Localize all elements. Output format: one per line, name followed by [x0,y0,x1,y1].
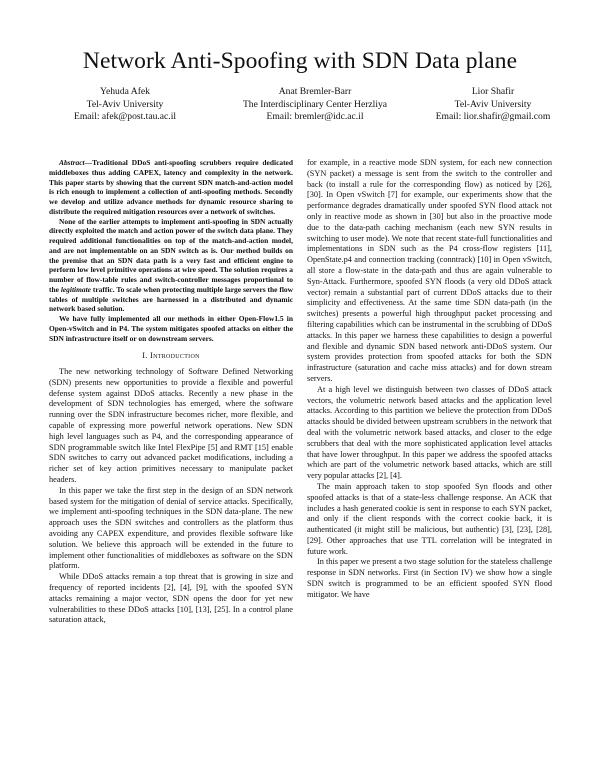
body-paragraph: While DDoS attacks remain a top threat that is growing in size and frequency of reported incidents [2], [4], [9], with the spoofed SYN attacks remaining a major vector, SDN opens the door for yet new vulnerabilities to these DDoS attacks [10], [13], [25]. In a control plane saturation attack, [49,572,293,625]
author-affiliation: Tel-Aviv University [454,98,532,110]
section-number: I. [142,351,148,361]
body-paragraph: The new networking technology of Software Defined Networking (SDN) presents new opportunities to provide a flexible and powerful defense system against DDoS attacks. Recently a new phase in the development of SDN technologies has emerged, where the software running over the SDN infrastructure becomes richer, more flexible, and capable of expressing more powerful network operations. New SDN high level languages such as P4, and the corresponding appearance of SDN programmable switch like Intel FlexPipe [5] and RMT [15] enable SDN switches to carry out advanced packet modifications, including a richer set of key action primitives necessary to manipulate packet headers. [49,367,293,485]
body-paragraph: In this paper we present a two stage solution for the stateless challenge response in SDN networks. First (in Section IV) we show how a single SDN switch is programmed to be an efficient spoofed SYN flood mitigator. We have [307,557,553,599]
abstract-paragraph [49,217,293,315]
abstract-text: Traditional DDoS anti-spoofing scrubbers require dedicated middleboxes thus adding CAPEX, latency and complexity in the network. This paper starts by showing that the current SDN match-and-action model is rich enough to implement a collection of anti-spoofing methods. Secondly we develop and utilize advance methods for dynamic resource sharing to distribute the required mitigation resources over a network of switches. [49,158,293,216]
author-affiliation: Tel-Aviv University [86,98,164,110]
body-paragraph: At a high level we distinguish between two classes of DDoS attack vectors, the volumetric network based attacks and the application level attacks. According to this partition we believe the protection from DDoS attacks should be divided between upstream scrubbers in the network that deal with the volumetric network based attacks, and closer to the edge scrubbers that deal with the more sophisticated application level attacks that have lower throughput. In this paper we address the spoofed attacks which are part of the volumetric network based attacks, which are still very popular attacks [2], [4]. [307,384,552,481]
abstract-paragraph: Abstract—Traditional DDoS anti-spoofing scrubbers require dedicated middleboxes thus adding CAPEX, latency and complexity in the network. This paper starts by showing that the current SDN match-and-action model is rich enough to implement a collection of anti-spoofing methods. Secondly we develop and utilize advance methods for dynamic resource sharing to distribute the required mitigation resources over a network of switches. [49,158,293,216]
author-2 [215,86,415,124]
author-email: Email: lior.shafir@gmail.com [435,111,551,122]
abstract-emphasis: legitimate [60,284,91,294]
author-1 [50,86,200,124]
author-name: Yehuda Afek [100,86,150,97]
abstract-label: Abstract [59,158,85,167]
section-body-left [49,367,293,626]
abstract-paragraph [49,314,293,343]
section-heading [49,351,293,362]
author-block [40,86,570,136]
right-column [307,158,552,601]
body-paragraph: The main approach taken to stop spoofed Syn floods and other spoofed attacks is that of a state-less challenge response. An ACK that includes a hash generated cookie is sent in response to each SYN packet, and only if the client responds with the correct cookie back, it is authenticated (it might still be malicious, but authentic) [3], [23], [28], [29]. Other approaches that use TTL correlation will be integrated in future work. [307,481,552,556]
abstract-text: traffic. To scale when protecting multiple large servers the flow tables of multiple switches are harnessed in a distributed and dynamic network based solution. [49,284,293,314]
author-email: Email: bremler@idc.ac.il [266,111,364,122]
body-paragraph: In this paper we take the first step in the design of an SDN network based system for the mitigation of denial of service attacks. Specifically, we implement anti-spoofing techniques in the SDN data-plane. The new approach uses the SDN switches and controllers as the platform thus avoiding any CAPEX expenditure, and provides flexible software like solution. We believe this approach will be extended in the future to implement other functionalities of middleboxes as software on the SDN platform. [49,485,293,571]
left-column [49,158,293,626]
author-email: Email: afek@post.tau.ac.il [73,111,177,122]
author-3 [408,86,578,124]
author-affiliation: The Interdisciplinary Center Herzliya [242,98,388,110]
author-name: Anat Bremler-Barr [278,86,352,97]
body-paragraph: for example, in a reactive mode SDN system, for each new connection (SYN packet) a message is sent from the switch to the controller and back (to install a rule for the corresponding flow) as noticed by [26], [30]. In Open vSwitch [7] for example, our experiments show that the performance degrades dramatically under spoofed SYN flood attack not only in reactive mode as shown in [30] but also in the proactive mode due to the data-path caching mechanism (each new SYN results in switching to user mode). We note that recent state-full functionalities and implementations in SDN such as the P4 cross-flow registers [11], OpenState.p4 and connection tracking (conntrack) [10] in Open vSwitch, all store a flow-state in the data-path and thus are again vulnerable to Syn-Attack. Furthermore, spoofed SYN floods (a very old DDoS attack vector) remain a substantial part of current DDoS attacks due to their simplicity and effectiveness. At the same time SDN data-path (in the switches) presents a powerful high throughput packet processing and filtering capabilities which can be instrumental in the scrubbing of DDoS attacks. In this paper we harness these capabilities to design a powerful and flexible and dynamic SDN based network anti-DDoS system. Our system provides protection from spoofed attacks for both the SDN infrastructure (saturation and cache miss attacks) and for down stream servers. [307,158,552,383]
section-title: Introduction [150,351,200,361]
abstract-text: We have fully implemented all our methods in either Open-Flow1.5 in Open-vSwitch and in P4. The system mitigates spoofed attacks on either the SDN infrastructure itself or on downstream servers. [49,314,293,343]
author-name: Lior Shafir [471,86,515,97]
paper-title: Network Anti-Spoofing with SDN Data plane [82,48,518,74]
abstract-text: None of the earlier attempts to implement anti-spoofing in SDN actually directly exploited the match and action power of the switch data plane. They required additional functionalities on top of the match-and-action model, and are not implementable on an SDN switch as is. Our method builds on the premise that an SDN data path is a very fast and efficient engine to perform low level primitive operations at wire speed. The solution requires a number of flow-table rules and switch-controller messages proportional to the [49,216,293,294]
abstract [49,158,293,343]
